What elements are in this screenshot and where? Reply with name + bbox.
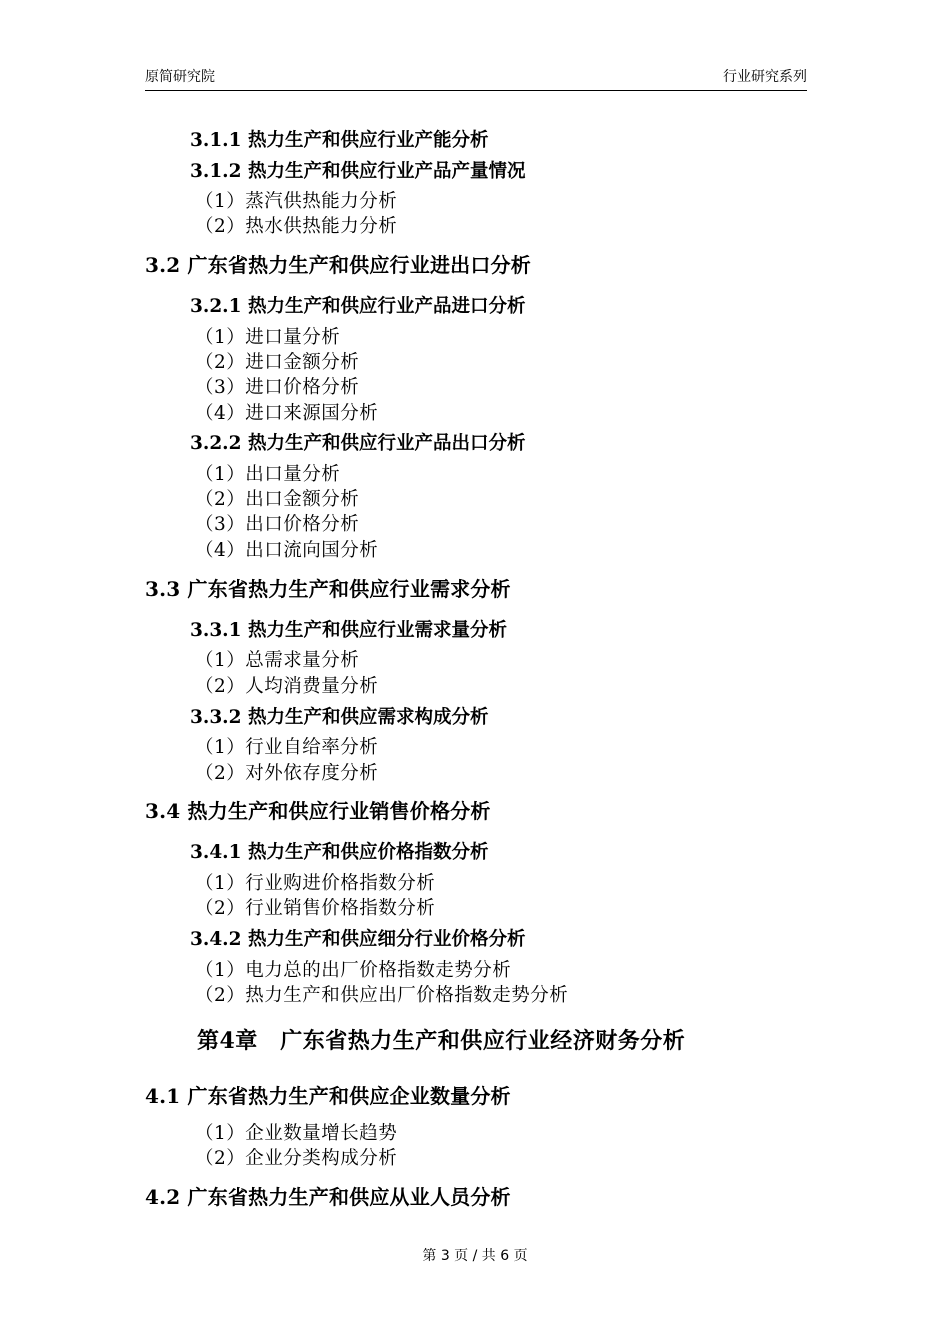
toc-entry: 3.4.2 热力生产和供应细分行业价格分析 xyxy=(190,929,526,950)
toc-entry: （1）企业数量增长趋势 xyxy=(195,1123,398,1144)
toc-entry: （2）人均消费量分析 xyxy=(195,676,379,697)
toc-entry: （1）总需求量分析 xyxy=(195,650,360,671)
page-number: 第 3 页 / 共 6 页 xyxy=(422,1248,528,1264)
toc-entry: （2）热水供热能力分析 xyxy=(195,216,398,237)
toc-section-heading: 3.4 热力生产和供应行业销售价格分析 xyxy=(145,799,491,823)
toc-entry: （1）进口量分析 xyxy=(195,327,341,348)
toc-entry: （1）电力总的出厂价格指数走势分析 xyxy=(195,960,512,981)
toc-section-heading: 4.1 广东省热力生产和供应企业数量分析 xyxy=(145,1084,511,1108)
toc-entry: （3）进口价格分析 xyxy=(195,377,360,398)
toc-section-heading: 3.2 广东省热力生产和供应行业进出口分析 xyxy=(145,253,531,277)
toc-section-heading: 3.3 广东省热力生产和供应行业需求分析 xyxy=(145,577,511,601)
toc-entry: （2）行业销售价格指数分析 xyxy=(195,898,436,919)
toc-entry: 3.2.1 热力生产和供应行业产品进口分析 xyxy=(190,296,526,317)
toc-entry: （1）蒸汽供热能力分析 xyxy=(195,191,398,212)
toc-entry: （2）企业分类构成分析 xyxy=(195,1148,398,1169)
toc-entry: 3.3.2 热力生产和供应需求构成分析 xyxy=(190,707,489,728)
header-series: 行业研究系列 xyxy=(723,69,807,85)
toc-entry: 3.4.1 热力生产和供应价格指数分析 xyxy=(190,842,489,863)
toc-entry: （2）热力生产和供应出厂价格指数走势分析 xyxy=(195,985,569,1006)
toc-entry: 3.1.1 热力生产和供应行业产能分析 xyxy=(190,130,489,151)
toc-entry: （4）出口流向国分析 xyxy=(195,540,379,561)
toc-entry: 3.2.2 热力生产和供应行业产品出口分析 xyxy=(190,433,526,454)
toc-entry: （1）行业购进价格指数分析 xyxy=(195,873,436,894)
toc-section-heading: 4.2 广东省热力生产和供应从业人员分析 xyxy=(145,1185,511,1209)
toc-entry: （2）出口金额分析 xyxy=(195,489,360,510)
toc-entry: （3）出口价格分析 xyxy=(195,514,360,535)
toc-entry: 3.1.2 热力生产和供应行业产品产量情况 xyxy=(190,161,526,182)
header-organization: 原简研究院 xyxy=(145,69,215,85)
toc-entry: 3.3.1 热力生产和供应行业需求量分析 xyxy=(190,620,507,641)
toc-entry: （1）出口量分析 xyxy=(195,464,341,485)
toc-chapter-heading: 第4章 广东省热力生产和供应行业经济财务分析 xyxy=(197,1028,686,1054)
toc-entry: （2）进口金额分析 xyxy=(195,352,360,373)
toc-entry: （4）进口来源国分析 xyxy=(195,403,379,424)
toc-entry: （1）行业自给率分析 xyxy=(195,737,379,758)
toc-entry: （2）对外依存度分析 xyxy=(195,763,379,784)
